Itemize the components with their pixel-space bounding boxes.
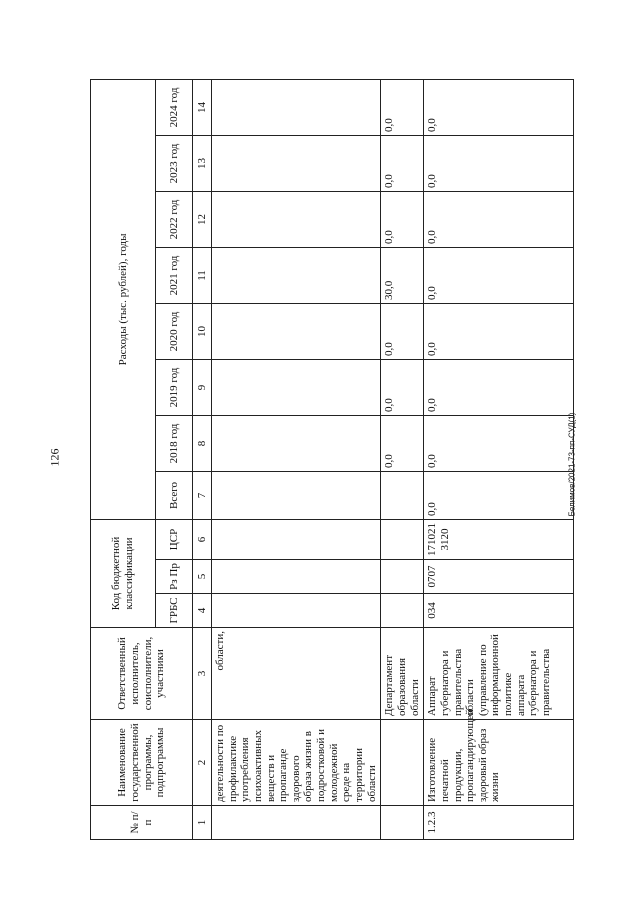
column-number: 9 — [193, 359, 212, 415]
row-value: 0,0 — [381, 191, 424, 247]
table-row — [424, 79, 574, 839]
row-value — [212, 79, 381, 135]
header-grbs: ГРБС — [156, 594, 193, 628]
header-year: 2022 год — [156, 191, 193, 247]
row-csr — [381, 519, 424, 559]
column-number: 7 — [193, 471, 212, 519]
row-name: Изготовление печатной продукции, пропагандирующей здоровый образ жизни — [424, 720, 574, 806]
row-rz-pr — [212, 560, 381, 594]
row-value — [212, 415, 381, 471]
row-value — [212, 135, 381, 191]
table-row — [381, 79, 424, 839]
row-rz-pr — [381, 560, 424, 594]
column-number: 3 — [193, 628, 212, 720]
row-total — [212, 471, 381, 519]
row-value: 0,0 — [381, 415, 424, 471]
row-value — [212, 191, 381, 247]
row-value: 0,0 — [424, 415, 574, 471]
row-num — [381, 806, 424, 840]
header-csr: ЦСР — [156, 519, 193, 559]
column-number: 2 — [193, 720, 212, 806]
row-value: 0,0 — [424, 79, 574, 135]
column-number: 13 — [193, 135, 212, 191]
row-name — [381, 720, 424, 806]
row-responsible: Департамент образования области — [381, 628, 424, 720]
column-number: 14 — [193, 79, 212, 135]
row-grbs: 034 — [424, 594, 574, 628]
row-value: 0,0 — [381, 359, 424, 415]
expenses-table-wrapper — [90, 80, 553, 840]
column-number: 11 — [193, 247, 212, 303]
row-total: 0,0 — [424, 471, 574, 519]
header-name: Наименование государственной программы, подпрограммы — [91, 720, 193, 806]
row-value: 0,0 — [424, 303, 574, 359]
header-year: 2023 год — [156, 135, 193, 191]
row-grbs — [212, 594, 381, 628]
column-number: 8 — [193, 415, 212, 471]
row-num — [212, 806, 381, 840]
column-number: 4 — [193, 594, 212, 628]
row-responsible: области, — [212, 628, 381, 720]
row-value: 0,0 — [381, 135, 424, 191]
row-value: 0,0 — [381, 303, 424, 359]
row-csr: 171021 3120 — [424, 519, 574, 559]
column-number: 1 — [193, 806, 212, 840]
page-number: 126 — [47, 448, 62, 467]
header-year: 2019 год — [156, 359, 193, 415]
row-num: 1.2.3 — [424, 806, 574, 840]
row-value — [212, 303, 381, 359]
row-responsible: Аппарат губернатора и правительства области (управление по информационной политике аппарата губернатора и правительства — [424, 628, 574, 720]
row-grbs — [381, 594, 424, 628]
column-number: 12 — [193, 191, 212, 247]
header-num: № п/п — [91, 806, 193, 840]
row-value: 0,0 — [424, 359, 574, 415]
row-value: 0,0 — [424, 135, 574, 191]
header-year: 2018 год — [156, 415, 193, 471]
row-value — [212, 247, 381, 303]
row-value: 0,0 — [424, 247, 574, 303]
column-number: 10 — [193, 303, 212, 359]
rotated-table-container — [90, 80, 553, 840]
header-year: 2024 год — [156, 79, 193, 135]
column-number: 5 — [193, 560, 212, 594]
row-value: 0,0 — [381, 79, 424, 135]
expenses-table — [90, 79, 577, 840]
header-total: Всего — [156, 471, 193, 519]
header-responsible: Ответственный исполнитель, соисполнители, участники — [91, 628, 193, 720]
column-number-row — [193, 79, 212, 839]
row-value: 30,0 — [381, 247, 424, 303]
column-number: 6 — [193, 519, 212, 559]
document-code: Белимов/2021-73-пп-СУД(1) — [567, 412, 577, 517]
header-budget-code: Код бюджетной классификации — [91, 519, 156, 627]
header-rz-pr: Рз Пр — [156, 560, 193, 594]
row-csr — [212, 519, 381, 559]
header-year: 2021 год — [156, 247, 193, 303]
row-total — [381, 471, 424, 519]
row-value: 0,0 — [424, 191, 574, 247]
row-name: деятельности по профилактике употребления психоактивных веществ и пропаганде здорового образа жизни в подростковой и молодежной среде на территории области — [212, 720, 381, 806]
row-value — [212, 359, 381, 415]
row-rz-pr: 0707 — [424, 560, 574, 594]
header-expenses: Расходы (тыс. рублей), годы — [91, 79, 156, 519]
table-row — [212, 79, 381, 839]
header-year: 2020 год — [156, 303, 193, 359]
